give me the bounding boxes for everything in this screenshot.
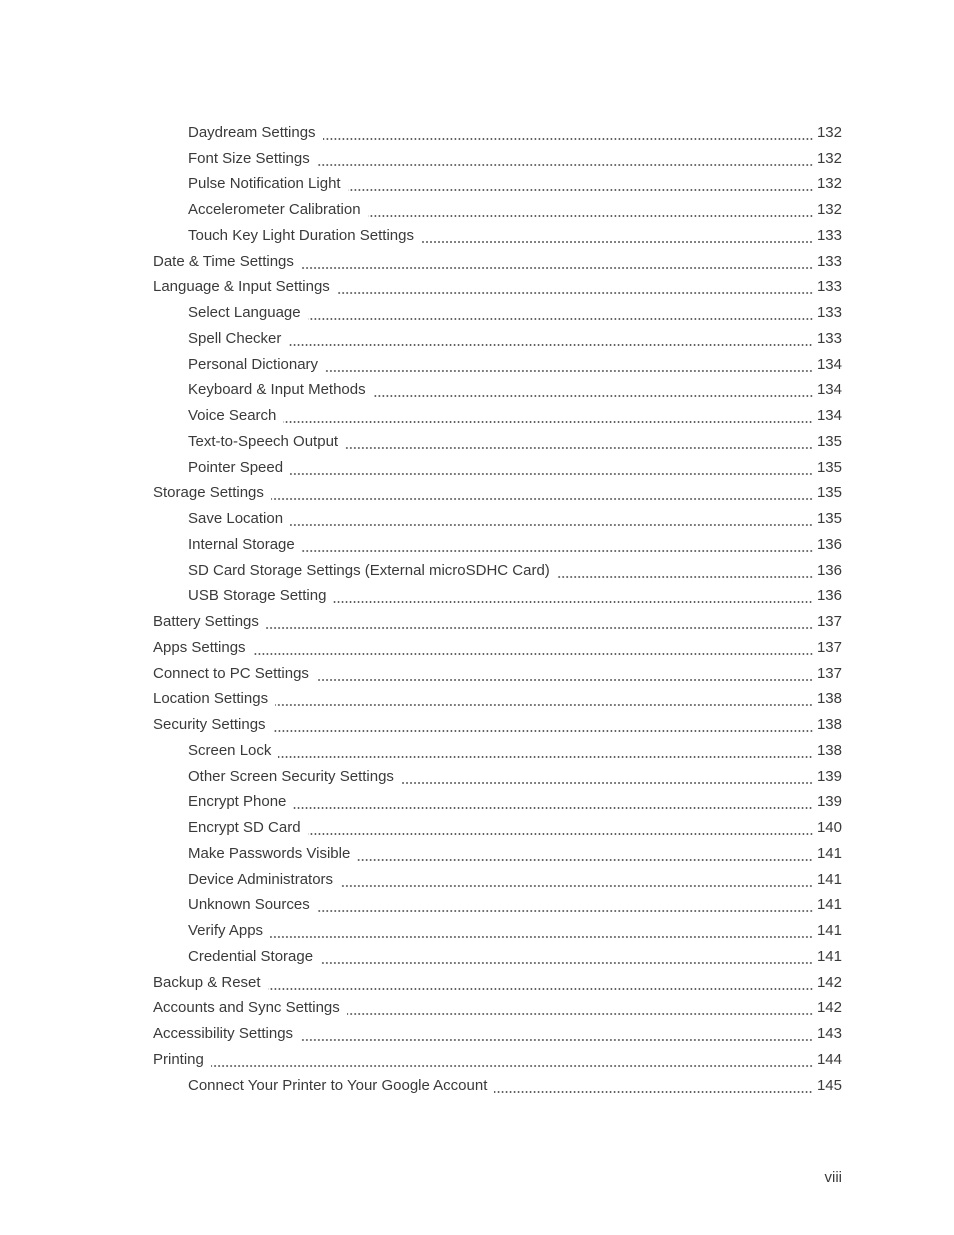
toc-entry-page: 135: [816, 510, 842, 528]
toc-entry-page: 144: [816, 1050, 842, 1068]
toc-entry-title: Save Location: [188, 510, 284, 528]
toc-entry-page: 138: [816, 690, 842, 708]
dot-leader: [323, 138, 813, 140]
toc-entry-page: 137: [816, 664, 842, 682]
toc-entry-page: 137: [816, 638, 842, 656]
toc-entry[interactable]: [0, 893, 954, 919]
dot-leader: [494, 1091, 813, 1093]
toc-entry[interactable]: [0, 815, 954, 841]
toc-entry-title: Spell Checker: [188, 329, 282, 347]
toc-entry[interactable]: [0, 712, 954, 738]
toc-entry-title: Backup & Reset: [153, 973, 261, 991]
dot-leader: [300, 1039, 813, 1041]
toc-entry[interactable]: [0, 996, 954, 1022]
dot-leader: [345, 447, 813, 449]
dot-leader: [302, 550, 813, 552]
toc-entry-page: 141: [816, 844, 842, 862]
toc-entry[interactable]: [0, 558, 954, 584]
toc-entry-page: 134: [816, 407, 842, 425]
toc-entry-page: 136: [816, 535, 842, 553]
toc-entry-page: 135: [816, 432, 842, 450]
toc-entry-page: 134: [816, 381, 842, 399]
toc-entry[interactable]: [0, 584, 954, 610]
toc-entry-page: 136: [816, 587, 842, 605]
toc-entry-title: Keyboard & Input Methods: [188, 381, 366, 399]
toc-entry-page: 139: [816, 793, 842, 811]
toc-entry[interactable]: [0, 403, 954, 429]
toc-entry[interactable]: [0, 1021, 954, 1047]
toc-entry-page: 132: [816, 149, 842, 167]
toc-entry-title: Device Administrators: [188, 870, 334, 888]
toc-entry-title: Other Screen Security Settings: [188, 767, 394, 785]
dot-leader: [325, 370, 813, 372]
toc-entry-page: 145: [816, 1076, 842, 1094]
toc-entry[interactable]: [0, 790, 954, 816]
toc-entry-title: USB Storage Setting: [188, 587, 327, 605]
toc-entry-title: Internal Storage: [188, 535, 295, 553]
toc-entry-title: SD Card Storage Settings (External microSDHC Card): [188, 561, 550, 579]
toc-entry-title: Pointer Speed: [188, 458, 284, 476]
toc-entry-page: 143: [816, 1025, 842, 1043]
toc-entry-title: Storage Settings: [153, 484, 264, 502]
toc-entry-title: Battery Settings: [153, 613, 259, 631]
toc-entry-page: 142: [816, 973, 842, 991]
toc-entry[interactable]: [0, 532, 954, 558]
dot-leader: [340, 885, 813, 887]
toc-entry-page: 133: [816, 304, 842, 322]
toc-entry[interactable]: [0, 687, 954, 713]
dot-leader: [211, 1065, 813, 1067]
toc-entry-page: 138: [816, 716, 842, 734]
dot-leader: [268, 988, 813, 990]
toc-entry-page: 132: [816, 201, 842, 219]
dot-leader: [283, 421, 813, 423]
toc-entry-title: Unknown Sources: [188, 896, 310, 914]
toc-entry-page: 141: [816, 870, 842, 888]
toc-entry-title: Encrypt Phone: [188, 793, 287, 811]
toc-entry-title: Security Settings: [153, 716, 266, 734]
toc-entry-title: Make Passwords Visible: [188, 844, 351, 862]
toc-entry-page: 138: [816, 741, 842, 759]
toc-entry[interactable]: [0, 172, 954, 198]
dot-leader: [288, 344, 813, 346]
toc-entry[interactable]: [0, 197, 954, 223]
toc-entry-page: 142: [816, 999, 842, 1017]
toc-entry-page: 137: [816, 613, 842, 631]
toc-entry[interactable]: [0, 841, 954, 867]
toc-entry-title: Voice Search: [188, 407, 277, 425]
toc-entry-page: 132: [816, 123, 842, 141]
toc-entry-title: Daydream Settings: [188, 123, 316, 141]
dot-leader: [290, 473, 813, 475]
dot-leader: [333, 601, 813, 603]
dot-leader: [320, 962, 813, 964]
toc-entry-title: Verify Apps: [188, 922, 264, 940]
toc-entry-title: Pulse Notification Light: [188, 175, 341, 193]
toc-entry[interactable]: [0, 429, 954, 455]
toc-entry[interactable]: [0, 1073, 954, 1099]
dot-leader: [308, 833, 813, 835]
toc-entry[interactable]: [0, 506, 954, 532]
toc-entry[interactable]: [0, 120, 954, 146]
toc-entry-title: Accessibility Settings: [153, 1025, 294, 1043]
dot-leader: [301, 267, 813, 269]
toc-entry[interactable]: [0, 275, 954, 301]
toc-entry[interactable]: [0, 944, 954, 970]
toc-entry[interactable]: [0, 738, 954, 764]
toc-entry-page: 133: [816, 226, 842, 244]
toc-entry[interactable]: [0, 300, 954, 326]
toc-entry-title: Location Settings: [153, 690, 269, 708]
dot-leader: [270, 936, 813, 938]
toc-entry[interactable]: [0, 378, 954, 404]
dot-leader: [348, 189, 813, 191]
toc-entry-title: Screen Lock: [188, 741, 272, 759]
toc-entry[interactable]: [0, 249, 954, 275]
dot-leader: [401, 782, 813, 784]
toc-entry-title: Connect Your Printer to Your Google Account: [188, 1076, 488, 1094]
toc-entry[interactable]: [0, 352, 954, 378]
toc-entry-page: 141: [816, 947, 842, 965]
dot-leader: [357, 859, 813, 861]
dot-leader: [316, 679, 813, 681]
dot-leader: [317, 164, 813, 166]
toc-entry-title: Accelerometer Calibration: [188, 201, 361, 219]
toc-entry[interactable]: [0, 970, 954, 996]
toc-entry-title: Text-to-Speech Output: [188, 432, 339, 450]
toc-entry-page: 133: [816, 329, 842, 347]
toc-entry[interactable]: [0, 764, 954, 790]
toc-entry[interactable]: [0, 918, 954, 944]
toc-entry-title: Touch Key Light Duration Settings: [188, 226, 414, 244]
toc-entry[interactable]: [0, 609, 954, 635]
toc-entry-page: 133: [816, 278, 842, 296]
dot-leader: [290, 524, 813, 526]
dot-leader: [293, 807, 813, 809]
dot-leader: [368, 215, 813, 217]
toc-entry[interactable]: [0, 223, 954, 249]
toc-entry[interactable]: [0, 661, 954, 687]
toc-entry[interactable]: [0, 326, 954, 352]
toc-entry-page: 141: [816, 922, 842, 940]
dot-leader: [317, 910, 813, 912]
toc-entry-title: Personal Dictionary: [188, 355, 319, 373]
toc-entry-page: 140: [816, 819, 842, 837]
toc-entry-page: 136: [816, 561, 842, 579]
toc-entry[interactable]: [0, 867, 954, 893]
dot-leader: [557, 576, 813, 578]
toc-entry[interactable]: [0, 146, 954, 172]
toc-entry[interactable]: [0, 635, 954, 661]
dot-leader: [253, 653, 813, 655]
toc-entry-page: 133: [816, 252, 842, 270]
toc-entry-title: Credential Storage: [188, 947, 314, 965]
toc-entry-title: Encrypt SD Card: [188, 819, 301, 837]
toc-entry-title: Apps Settings: [153, 638, 246, 656]
toc-entry-title: Connect to PC Settings: [153, 664, 309, 682]
page-number: viii: [824, 1169, 842, 1186]
dot-leader: [273, 730, 813, 732]
toc-entry-page: 141: [816, 896, 842, 914]
toc-entry-page: 135: [816, 484, 842, 502]
toc-entry-page: 134: [816, 355, 842, 373]
toc-entry-title: Font Size Settings: [188, 149, 310, 167]
dot-leader: [275, 704, 813, 706]
dot-leader: [347, 1013, 813, 1015]
toc-entry-title: Printing: [153, 1050, 204, 1068]
dot-leader: [266, 627, 813, 629]
dot-leader: [271, 498, 813, 500]
toc-entry-page: 132: [816, 175, 842, 193]
dot-leader: [337, 292, 813, 294]
toc-entry[interactable]: [0, 481, 954, 507]
toc-entry-title: Date & Time Settings: [153, 252, 294, 270]
toc-entry-title: Language & Input Settings: [153, 278, 330, 296]
dot-leader: [373, 395, 813, 397]
toc-entry[interactable]: [0, 1047, 954, 1073]
toc-entry-title: Select Language: [188, 304, 301, 322]
dot-leader: [308, 318, 813, 320]
dot-leader: [421, 241, 813, 243]
toc-entry-page: 139: [816, 767, 842, 785]
toc-entry-title: Accounts and Sync Settings: [153, 999, 340, 1017]
toc-entry[interactable]: [0, 455, 954, 481]
toc-entry-page: 135: [816, 458, 842, 476]
dot-leader: [278, 756, 813, 758]
table-of-contents: [0, 120, 954, 1099]
